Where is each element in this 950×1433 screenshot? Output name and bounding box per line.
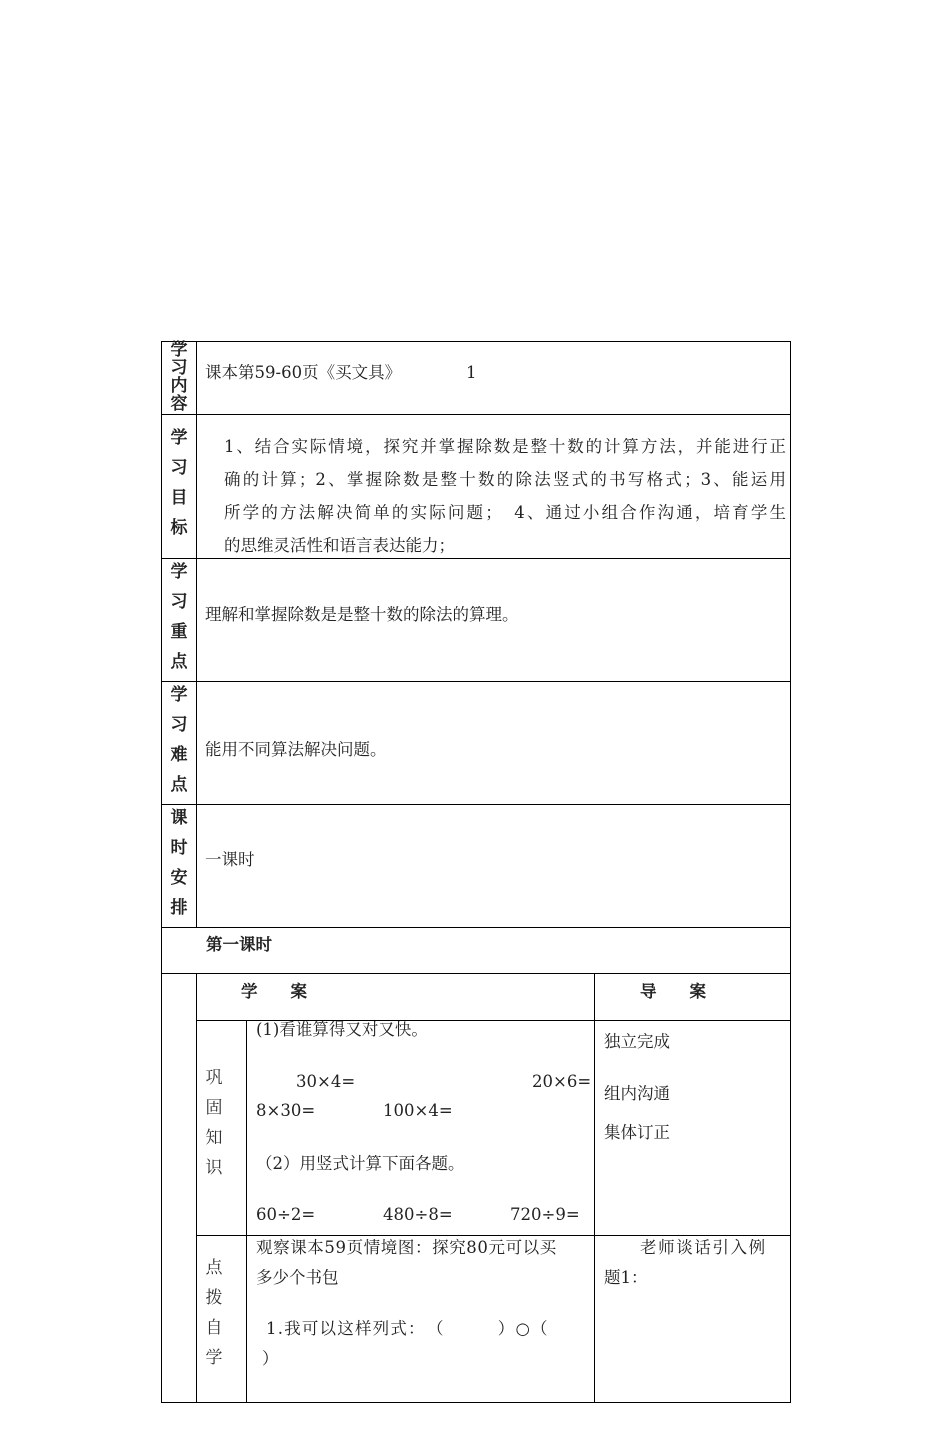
review-question-1: (1)看谁算得又对又快。 xyxy=(256,1020,428,1039)
row-divider xyxy=(161,927,791,928)
guide-collective-correction: 集体订正 xyxy=(604,1123,670,1142)
guide-independent: 独立完成 xyxy=(604,1032,670,1051)
explore-line: 多少个书包 xyxy=(256,1268,339,1287)
guide-teacher-intro: 老师谈话引入例 xyxy=(640,1238,767,1257)
study-goals-text: 1、结合实际情境，探究并掌握除数是整十数的计算方法，并能进行正 确的计算；2、掌握除数是整十数的除法竖式的书写格式；3、能运用 所学的方法解决简单的实际问题； 4、通过小组合作沟通，培育学生 的思维灵活性和语言表达能力； xyxy=(224,437,786,555)
guide-group-discussion: 组内沟通 xyxy=(604,1084,670,1103)
study-guide-divider xyxy=(594,973,595,1403)
label-study-goals: 学 习 目 标 xyxy=(170,428,188,538)
difficult-points-text: 能用不同算法解决问题。 xyxy=(205,740,387,759)
guide-example-1: 题1： xyxy=(604,1268,648,1287)
label-review-knowledge: 巩 固 知 识 xyxy=(205,1068,223,1178)
header-guide-plan: 导 案 xyxy=(640,982,706,1001)
review-expression: 480÷8= xyxy=(383,1205,453,1224)
explore-line: 1.我可以这样列式： （ ）○（ xyxy=(266,1319,549,1338)
table-border-right xyxy=(790,341,791,1403)
review-expression: 720÷9= xyxy=(510,1205,580,1224)
review-expression: 8×30= xyxy=(256,1101,316,1120)
lesson-title: 第一课时 xyxy=(206,935,272,954)
row-divider xyxy=(161,681,791,682)
explore-line: 观察课本59页情境图：探究80元可以买 xyxy=(256,1238,557,1257)
study-content-text: 课本第59-60页《买文具》 xyxy=(205,363,402,382)
header-study-plan: 学 案 xyxy=(241,982,307,1001)
schedule-text: 一课时 xyxy=(205,850,255,869)
study-content-number: 1 xyxy=(466,363,477,382)
key-points-text: 理解和掌握除数是是整十数的除法的算理。 xyxy=(205,605,519,624)
review-expression: 100×4= xyxy=(383,1101,453,1120)
row-divider xyxy=(161,804,791,805)
label-study-content: 学 习 内 容 xyxy=(170,340,188,414)
review-expression: 30×4= xyxy=(296,1072,356,1091)
table-border-top xyxy=(161,341,791,342)
review-expression: 20×6= xyxy=(532,1072,592,1091)
explore-line: ） xyxy=(262,1349,279,1368)
label-schedule: 课 时 安 排 xyxy=(170,808,188,918)
section-row-divider xyxy=(196,1235,791,1236)
table-border-bottom xyxy=(161,1402,791,1403)
review-expression: 60÷2= xyxy=(256,1205,316,1224)
label-key-points: 学 习 重 点 xyxy=(170,562,188,672)
label-guided-self-study: 点 拨 自 学 xyxy=(205,1258,223,1368)
row-divider xyxy=(161,973,791,974)
section-label-divider xyxy=(246,1020,247,1403)
row-divider xyxy=(161,414,791,415)
label-difficult-points: 学 习 难 点 xyxy=(170,685,188,795)
review-question-2: （2）用竖式计算下面各题。 xyxy=(256,1154,465,1173)
